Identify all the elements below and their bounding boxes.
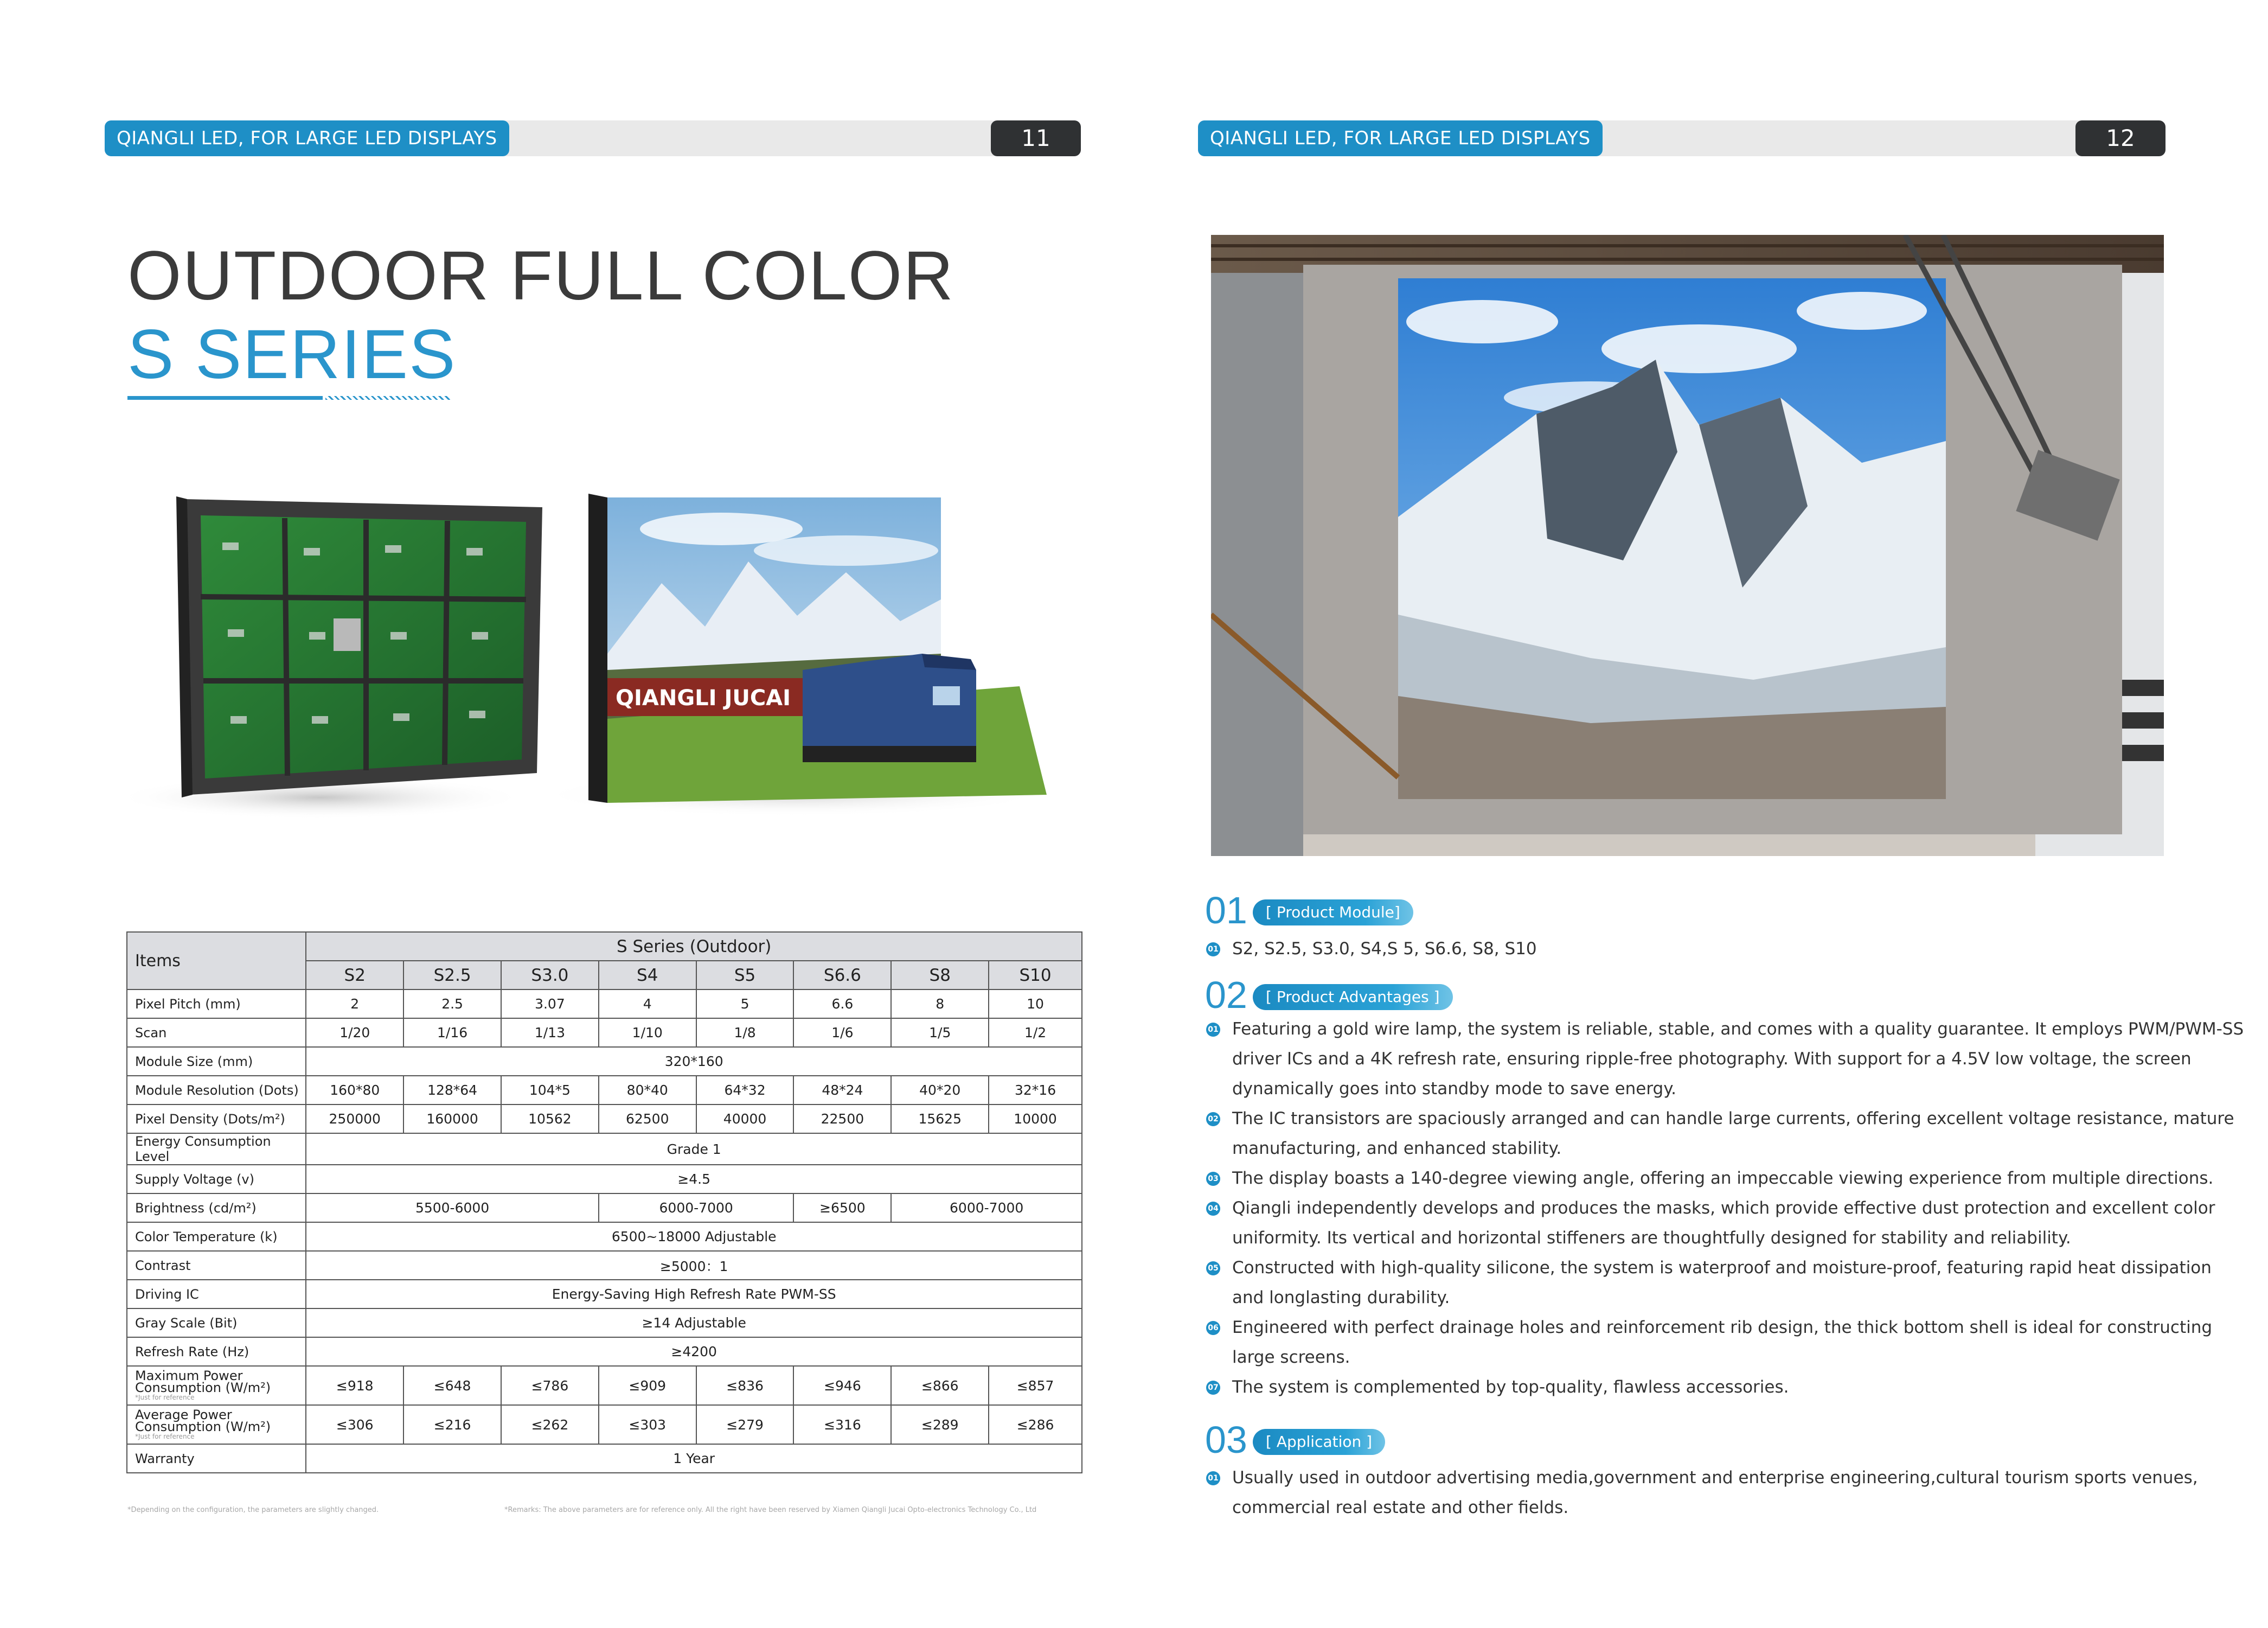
advantage-line: dynamically goes into standby mode to save energy. [1232, 1079, 1677, 1099]
table-cell: 1/5 [891, 1018, 989, 1047]
table-row [127, 1222, 1082, 1251]
table-cell: 8 [891, 989, 989, 1018]
advantage-line: and longlasting durability. [1232, 1288, 1450, 1307]
bullet-badge: 06 [1206, 1321, 1220, 1335]
table-cell: ≥4200 [306, 1337, 1082, 1366]
product-module-text: S2, S2.5, S3.0, S4,S 5, S6.6, S8, S10 [1232, 939, 1537, 959]
bullet-badge: 01 [1206, 942, 1220, 956]
table-row [127, 1047, 1082, 1076]
advantage-line: The display boasts a 140-degree viewing angle, offering an impeccable viewing experience from multiple directions. [1232, 1169, 2214, 1188]
row-label: Scan [127, 1018, 306, 1047]
screen-train-image [542, 491, 1058, 827]
table-cell: 10 [989, 989, 1082, 1018]
table-cell: 5500-6000 [306, 1193, 598, 1222]
model-header: S8 [891, 961, 989, 989]
table-row [127, 1366, 1082, 1405]
row-label: Supply Voltage (v) [127, 1165, 306, 1193]
table-cell: 6.6 [793, 989, 891, 1018]
advantage-line: large screens. [1232, 1348, 1350, 1367]
table-row [127, 1308, 1082, 1337]
items-header: Items [127, 932, 306, 989]
page-title: OUTDOOR FULL COLOR [127, 237, 954, 315]
table-cell: 1 Year [306, 1444, 1082, 1473]
row-label: Refresh Rate (Hz) [127, 1337, 306, 1366]
model-header: S3.0 [501, 961, 599, 989]
table-cell: ≥6500 [793, 1193, 891, 1222]
table-cell: 2.5 [403, 989, 501, 1018]
advantage-line: driver ICs and a 4K refresh rate, ensuring ripple-free photography. With support for a 4.5V low voltage, the screen [1232, 1049, 2192, 1069]
advantage-line: The system is complemented by top-quality, flawless accessories. [1232, 1377, 1789, 1397]
application-line: commercial real estate and other fields. [1232, 1498, 1569, 1517]
table-row [127, 1251, 1082, 1280]
series-header: S Series (Outdoor) [306, 932, 1082, 961]
row-label: Pixel Pitch (mm) [127, 989, 306, 1018]
section-pill-product-advantages: [ Product Advantages ] [1253, 984, 1453, 1010]
max-power-label: Maximum Power Consumption (W/m²) [135, 1368, 271, 1395]
table-cell: 40000 [696, 1105, 794, 1133]
table-cell: 320*160 [306, 1047, 1082, 1076]
advantage-line: Qiangli independently develops and produces the masks, which provide effective dust protection and excellent color [1232, 1198, 2215, 1218]
table-cell: 104*5 [501, 1076, 599, 1105]
row-label: Contrast [127, 1251, 306, 1280]
table-row [127, 1193, 1082, 1222]
advantage-item [1232, 1014, 2244, 1104]
row-label: Driving IC [127, 1280, 306, 1308]
model-header: S2 [306, 961, 403, 989]
bullet-badge: 03 [1206, 1172, 1220, 1186]
row-label [127, 1366, 306, 1405]
table-cell: ≤289 [891, 1405, 989, 1444]
advantage-item [1232, 1193, 2215, 1253]
advantage-line: Constructed with high-quality silicone, the system is waterproof and moisture-proof, featuring rapid heat dissipation [1232, 1258, 2212, 1278]
screen-text: QIANGLI JUCAI [616, 686, 791, 711]
table-cell: 10000 [989, 1105, 1082, 1133]
bullet-badge: 01 [1206, 1023, 1220, 1037]
table-cell: 15625 [891, 1105, 989, 1133]
table-cell: ≤866 [891, 1366, 989, 1405]
section-number-01: 01 [1205, 889, 1247, 931]
table-cell: 160*80 [306, 1076, 403, 1105]
footnote-left: *Depending on the configuration, the parameters are slightly changed. [127, 1506, 379, 1514]
table-cell: ≥5000：1 [306, 1251, 1082, 1280]
bullet-badge: 04 [1206, 1202, 1220, 1216]
table-cell: ≤262 [501, 1405, 599, 1444]
advantage-item [1232, 1164, 2213, 1193]
table-cell: 160000 [403, 1105, 501, 1133]
table-row [127, 1165, 1082, 1193]
advantage-item [1232, 1104, 2234, 1164]
bullet-badge: 05 [1206, 1261, 1220, 1275]
table-cell: Grade 1 [306, 1133, 1082, 1165]
header-label-right: QIANGLI LED, FOR LARGE LED DISPLAYS [1198, 120, 1603, 156]
model-header: S2.5 [403, 961, 501, 989]
table-cell: ≥14 Adjustable [306, 1308, 1082, 1337]
installation-photo [1211, 235, 2164, 856]
advantage-item [1232, 1313, 2212, 1372]
avg-power-note: *Just for reference [135, 1433, 195, 1440]
table-row [127, 989, 1082, 1018]
model-header: S5 [696, 961, 794, 989]
avg-power-label: Average Power Consumption (W/m²) [135, 1407, 271, 1434]
page-number-left: 11 [991, 120, 1081, 156]
table-cell: 62500 [599, 1105, 696, 1133]
table-cell: 1/2 [989, 1018, 1082, 1047]
table-row [127, 1018, 1082, 1047]
table-row [127, 1405, 1082, 1444]
table-cell: ≤648 [403, 1366, 501, 1405]
row-label: Module Resolution (Dots) [127, 1076, 306, 1105]
table-cell: 2 [306, 989, 403, 1018]
table-cell: ≤306 [306, 1405, 403, 1444]
table-row [127, 1280, 1082, 1308]
advantage-line: uniformity. Its vertical and horizontal stiffeners are thoughtfully designed for stability and reliability. [1232, 1228, 2071, 1248]
table-cell: 1/16 [403, 1018, 501, 1047]
table-row [127, 1105, 1082, 1133]
max-power-note: *Just for reference [135, 1394, 195, 1401]
table-cell: 32*16 [989, 1076, 1082, 1105]
section-number-02: 02 [1205, 974, 1247, 1016]
table-cell: ≤909 [599, 1366, 696, 1405]
advantage-line: Engineered with perfect drainage holes and reinforcement rib design, the thick bottom shell is ideal for constructing [1232, 1318, 2213, 1337]
section-pill-application: [ Application ] [1253, 1429, 1385, 1455]
table-row [127, 1337, 1082, 1366]
model-header: S10 [989, 961, 1082, 989]
table-cell: 250000 [306, 1105, 403, 1133]
table-cell: ≤836 [696, 1366, 794, 1405]
model-header: S4 [599, 961, 696, 989]
table-cell: 1/20 [306, 1018, 403, 1047]
model-header: S6.6 [793, 961, 891, 989]
table-cell: 1/10 [599, 1018, 696, 1047]
table-cell: 1/8 [696, 1018, 794, 1047]
advantage-line: manufacturing, and enhanced stability. [1232, 1139, 1562, 1158]
page-number-right: 12 [2075, 120, 2166, 156]
table-cell: ≤918 [306, 1366, 403, 1405]
table-cell: 6500~18000 Adjustable [306, 1222, 1082, 1251]
table-cell: 5 [696, 989, 794, 1018]
table-cell: ≥4.5 [306, 1165, 1082, 1193]
table-cell: ≤279 [696, 1405, 794, 1444]
table-cell: 48*24 [793, 1076, 891, 1105]
table-cell: 128*64 [403, 1076, 501, 1105]
application-line: Usually used in outdoor advertising media,government and enterprise engineering,cultural tourism sports venues, [1232, 1468, 2198, 1487]
title-underline [127, 396, 323, 400]
table-cell: ≤303 [599, 1405, 696, 1444]
table-cell: Energy-Saving High Refresh Rate PWM-SS [306, 1280, 1082, 1308]
table-cell: ≤786 [501, 1366, 599, 1405]
header-label-left: QIANGLI LED, FOR LARGE LED DISPLAYS [105, 120, 509, 156]
spec-table [126, 931, 1082, 1473]
row-label: Pixel Density (Dots/m²) [127, 1105, 306, 1133]
led-module-image [125, 494, 553, 830]
page-subtitle: S SERIES [127, 316, 457, 393]
table-cell: 64*32 [696, 1076, 794, 1105]
advantage-line: The IC transistors are spaciously arranged and can handle large currents, offering excellent voltage resistance, mature [1232, 1109, 2234, 1128]
advantage-item [1232, 1372, 1789, 1402]
table-cell: ≤316 [793, 1405, 891, 1444]
table-cell: 6000-7000 [891, 1193, 1082, 1222]
row-label: Warranty [127, 1444, 306, 1473]
row-label [127, 1405, 306, 1444]
table-cell: ≤946 [793, 1366, 891, 1405]
table-cell: 80*40 [599, 1076, 696, 1105]
table-cell: 10562 [501, 1105, 599, 1133]
row-label: Module Size (mm) [127, 1047, 306, 1076]
advantage-item [1232, 1253, 2212, 1313]
row-label: Energy Consumption Level [127, 1133, 306, 1165]
table-cell: 1/6 [793, 1018, 891, 1047]
section-number-03: 03 [1205, 1419, 1247, 1461]
title-underline-hatch [325, 396, 450, 400]
table-cell: 4 [599, 989, 696, 1018]
table-row [127, 1133, 1082, 1165]
table-cell: 22500 [793, 1105, 891, 1133]
advantage-line: Featuring a gold wire lamp, the system is reliable, stable, and comes with a quality guarantee. It employs PWM/PWM-SS [1232, 1019, 2244, 1039]
bullet-badge: 01 [1206, 1471, 1220, 1485]
table-row [127, 1444, 1082, 1473]
footnote-right: *Remarks: The above parameters are for reference only. All the right have been reserved by Xiamen Qiangli Jucai Opto-electronics Technology Co., Ltd [504, 1506, 1037, 1514]
table-row [127, 1076, 1082, 1105]
bullet-badge: 07 [1206, 1381, 1220, 1395]
section-pill-product-module: [ Product Module] [1253, 899, 1413, 925]
table-cell: 1/13 [501, 1018, 599, 1047]
row-label: Gray Scale (Bit) [127, 1308, 306, 1337]
table-cell: ≤216 [403, 1405, 501, 1444]
row-label: Brightness (cd/m²) [127, 1193, 306, 1222]
bullet-badge: 02 [1206, 1112, 1220, 1126]
table-cell: 6000-7000 [599, 1193, 794, 1222]
table-cell: 3.07 [501, 989, 599, 1018]
table-cell: ≤857 [989, 1366, 1082, 1405]
table-cell: 40*20 [891, 1076, 989, 1105]
row-label: Color Temperature (k) [127, 1222, 306, 1251]
table-cell: ≤286 [989, 1405, 1082, 1444]
application-text [1232, 1463, 2198, 1523]
